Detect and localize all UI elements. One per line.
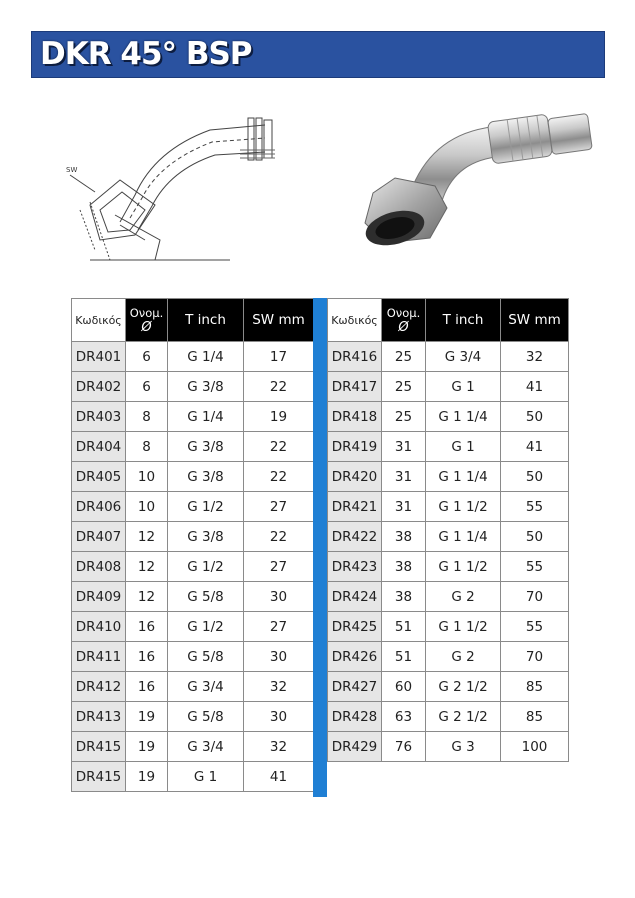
thread-cell: G 5/8 [168, 642, 244, 672]
table-row [72, 432, 314, 462]
nominal-cell: 60 [382, 672, 426, 702]
sw-cell: 22 [244, 522, 314, 552]
sw-cell: 70 [501, 582, 569, 612]
thread-cell: G 2 [426, 642, 501, 672]
thread-cell: G 2 1/2 [426, 702, 501, 732]
sw-cell: 55 [501, 612, 569, 642]
nominal-cell: 19 [126, 702, 168, 732]
table-row [328, 552, 569, 582]
nominal-cell: 8 [126, 402, 168, 432]
table-row [328, 732, 569, 762]
sw-cell: 100 [501, 732, 569, 762]
nominal-cell: 6 [126, 372, 168, 402]
thread-cell: G 1 1/2 [426, 552, 501, 582]
thread-cell: G 3/8 [168, 462, 244, 492]
code-cell: DR425 [328, 612, 382, 642]
table-row [328, 642, 569, 672]
sw-cell: 41 [244, 762, 314, 792]
code-cell: DR426 [328, 642, 382, 672]
nominal-cell: 38 [382, 582, 426, 612]
col-header-thread: T inch [426, 299, 501, 342]
table-row [328, 432, 569, 462]
code-cell: DR404 [72, 432, 126, 462]
code-cell: DR422 [328, 522, 382, 552]
thread-cell: G 1 1/2 [426, 492, 501, 522]
code-cell: DR409 [72, 582, 126, 612]
nominal-cell: 16 [126, 672, 168, 702]
table-row [328, 342, 569, 372]
thread-cell: G 1 [168, 762, 244, 792]
sw-cell: 30 [244, 582, 314, 612]
nominal-cell: 16 [126, 642, 168, 672]
table-row [72, 462, 314, 492]
sw-cell: 19 [244, 402, 314, 432]
code-cell: DR402 [72, 372, 126, 402]
col-header-nominal: Ονομ. Ø [126, 299, 168, 342]
code-cell: DR403 [72, 402, 126, 432]
nominal-cell: 63 [382, 702, 426, 732]
table-row [328, 612, 569, 642]
code-cell: DR401 [72, 342, 126, 372]
sw-cell: 30 [244, 642, 314, 672]
thread-cell: G 3/8 [168, 372, 244, 402]
thread-cell: G 3/8 [168, 432, 244, 462]
sw-cell: 22 [244, 432, 314, 462]
code-cell: DR416 [328, 342, 382, 372]
nominal-cell: 31 [382, 432, 426, 462]
thread-cell: G 1/4 [168, 342, 244, 372]
sw-cell: 27 [244, 612, 314, 642]
table-row [328, 672, 569, 702]
code-cell: DR427 [328, 672, 382, 702]
thread-cell: G 2 1/2 [426, 672, 501, 702]
nominal-cell: 31 [382, 462, 426, 492]
sw-cell: 22 [244, 462, 314, 492]
nominal-cell: 25 [382, 372, 426, 402]
table-row [328, 582, 569, 612]
code-cell: DR415 [72, 762, 126, 792]
sw-cell: 50 [501, 522, 569, 552]
table-row [72, 582, 314, 612]
sw-cell: 27 [244, 492, 314, 522]
code-cell: DR419 [328, 432, 382, 462]
thread-cell: G 1 1/2 [426, 612, 501, 642]
nominal-cell: 12 [126, 522, 168, 552]
code-cell: DR405 [72, 462, 126, 492]
table-row [328, 492, 569, 522]
col-header-sw: SW mm [501, 299, 569, 342]
col-header-sw: SW mm [244, 299, 314, 342]
code-cell: DR418 [328, 402, 382, 432]
table-row [72, 672, 314, 702]
thread-cell: G 1 1/4 [426, 462, 501, 492]
nominal-cell: 10 [126, 492, 168, 522]
sw-cell: 30 [244, 702, 314, 732]
nominal-cell: 25 [382, 402, 426, 432]
code-cell: DR408 [72, 552, 126, 582]
nominal-cell: 38 [382, 522, 426, 552]
table-row [328, 372, 569, 402]
table-row [72, 492, 314, 522]
table-row [72, 552, 314, 582]
nominal-cell: 19 [126, 762, 168, 792]
thread-cell: G 1/2 [168, 552, 244, 582]
sw-cell: 32 [501, 342, 569, 372]
thread-cell: G 5/8 [168, 702, 244, 732]
sw-cell: 85 [501, 672, 569, 702]
thread-cell: G 2 [426, 582, 501, 612]
col-header-nominal: Ονομ. Ø [382, 299, 426, 342]
nominal-cell: 38 [382, 552, 426, 582]
thread-cell: G 3/8 [168, 522, 244, 552]
col-header-code: Κωδικός [328, 299, 382, 342]
thread-cell: G 3/4 [168, 672, 244, 702]
table-row [328, 522, 569, 552]
thread-cell: G 1/4 [168, 402, 244, 432]
code-cell: DR417 [328, 372, 382, 402]
nominal-cell: 16 [126, 612, 168, 642]
page-title: DKR 45° BSP [40, 36, 252, 72]
nominal-cell: 51 [382, 642, 426, 672]
sw-cell: 41 [501, 432, 569, 462]
table-row [72, 642, 314, 672]
table-row [328, 462, 569, 492]
title-bar [31, 31, 605, 78]
thread-cell: G 1/2 [168, 492, 244, 522]
nominal-cell: 31 [382, 492, 426, 522]
table-row [72, 762, 314, 792]
nominal-cell: 25 [382, 342, 426, 372]
thread-cell: G 1 1/4 [426, 402, 501, 432]
spec-table-left [71, 298, 314, 792]
code-cell: DR411 [72, 642, 126, 672]
sw-cell: 70 [501, 642, 569, 672]
nominal-cell: 19 [126, 732, 168, 762]
nominal-cell: 8 [126, 432, 168, 462]
spec-table-right [327, 298, 569, 762]
sw-cell: 32 [244, 732, 314, 762]
nominal-cell: 51 [382, 612, 426, 642]
code-cell: DR415 [72, 732, 126, 762]
table-row [72, 522, 314, 552]
nominal-cell: 76 [382, 732, 426, 762]
sw-cell: 55 [501, 552, 569, 582]
sw-label: SW [66, 166, 78, 174]
table-row [328, 402, 569, 432]
sw-cell: 41 [501, 372, 569, 402]
fitting-photo [335, 98, 595, 268]
table-row [72, 342, 314, 372]
code-cell: DR420 [328, 462, 382, 492]
sw-cell: 27 [244, 552, 314, 582]
sw-cell: 50 [501, 402, 569, 432]
thread-cell: G 1/2 [168, 612, 244, 642]
code-cell: DR413 [72, 702, 126, 732]
nominal-cell: 12 [126, 582, 168, 612]
sw-cell: 17 [244, 342, 314, 372]
sw-cell: 85 [501, 702, 569, 732]
table-row [72, 732, 314, 762]
sw-cell: 22 [244, 372, 314, 402]
table-row [72, 402, 314, 432]
divider-strip [313, 298, 327, 797]
code-cell: DR424 [328, 582, 382, 612]
thread-cell: G 1 1/4 [426, 522, 501, 552]
thread-cell: G 3/4 [168, 732, 244, 762]
col-header-thread: T inch [168, 299, 244, 342]
technical-drawing [60, 110, 290, 275]
nominal-cell: 10 [126, 462, 168, 492]
code-cell: DR429 [328, 732, 382, 762]
code-cell: DR407 [72, 522, 126, 552]
table-row [72, 702, 314, 732]
nominal-cell: 6 [126, 342, 168, 372]
sw-cell: 50 [501, 462, 569, 492]
sw-cell: 32 [244, 672, 314, 702]
thread-cell: G 3/4 [426, 342, 501, 372]
code-cell: DR423 [328, 552, 382, 582]
nominal-cell: 12 [126, 552, 168, 582]
code-cell: DR406 [72, 492, 126, 522]
thread-cell: G 1 [426, 432, 501, 462]
table-row [72, 612, 314, 642]
code-cell: DR412 [72, 672, 126, 702]
code-cell: DR421 [328, 492, 382, 522]
thread-cell: G 5/8 [168, 582, 244, 612]
col-header-code: Κωδικός [72, 299, 126, 342]
code-cell: DR428 [328, 702, 382, 732]
code-cell: DR410 [72, 612, 126, 642]
table-row [72, 372, 314, 402]
sw-cell: 55 [501, 492, 569, 522]
table-row [328, 702, 569, 732]
thread-cell: G 1 [426, 372, 501, 402]
thread-cell: G 3 [426, 732, 501, 762]
